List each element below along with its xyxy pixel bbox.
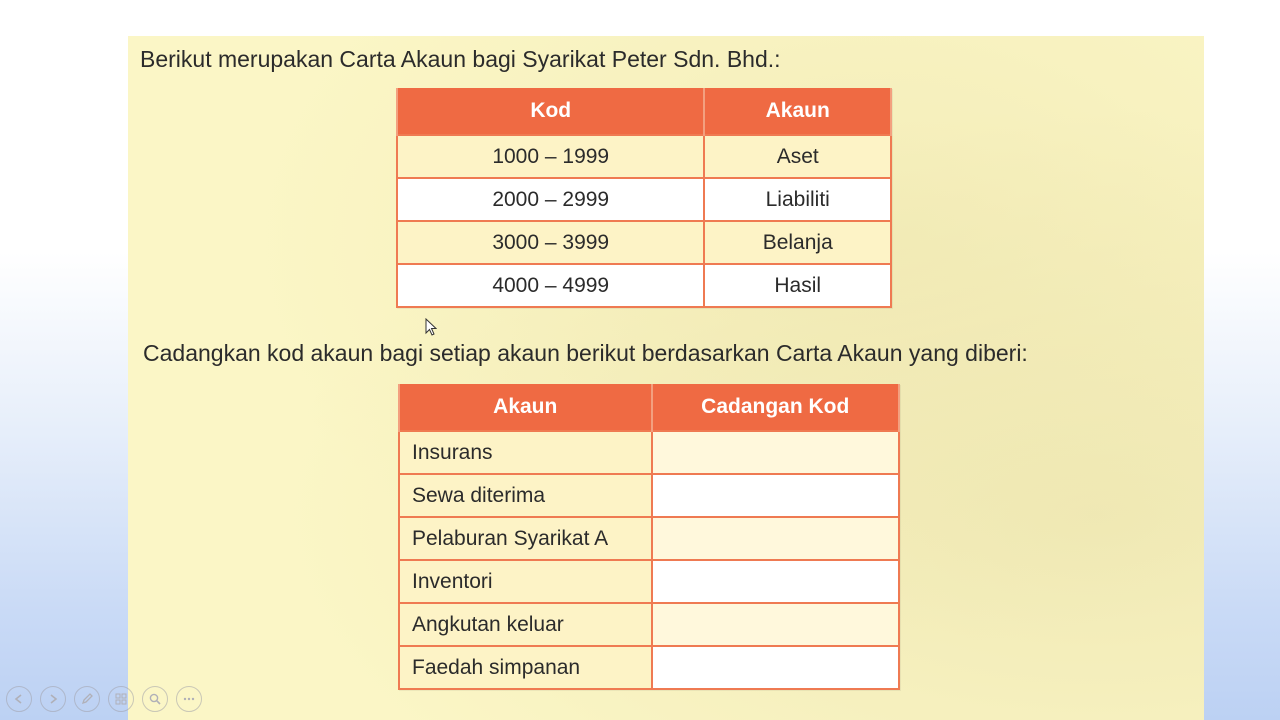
account-type-cell: Hasil: [704, 264, 891, 307]
suggested-code-cell: [652, 474, 900, 517]
account-name-cell: Sewa diterima: [399, 474, 652, 517]
suggested-code-cell: [652, 646, 900, 689]
column-header-kod: Kod: [397, 88, 704, 135]
account-name-cell: Pelaburan Syarikat A: [399, 517, 652, 560]
slide: [128, 36, 1204, 720]
table-row: [399, 431, 899, 474]
previous-icon: [12, 692, 26, 706]
table-row: [399, 517, 899, 560]
pen-icon: [80, 692, 94, 706]
column-header-akaun: Akaun: [704, 88, 891, 135]
code-range-cell: 3000 – 3999: [397, 221, 704, 264]
account-name-cell: Inventori: [399, 560, 652, 603]
suggested-code-cell: [652, 431, 900, 474]
account-type-cell: Aset: [704, 135, 891, 178]
table-row: [399, 560, 899, 603]
table-row: [397, 135, 891, 178]
table-row: [399, 474, 899, 517]
account-name-cell: Angkutan keluar: [399, 603, 652, 646]
suggested-code-cell: [652, 517, 900, 560]
suggested-code-cell: [652, 560, 900, 603]
account-name-cell: Faedah simpanan: [399, 646, 652, 689]
code-range-cell: 2000 – 2999: [397, 178, 704, 221]
code-range-cell: 4000 – 4999: [397, 264, 704, 307]
intro-text: Berikut merupakan Carta Akaun bagi Syarikat Peter Sdn. Bhd.:: [140, 46, 781, 72]
table-row: [399, 646, 899, 689]
presentation-controls: [6, 686, 202, 712]
see-all-slides-button[interactable]: [108, 686, 134, 712]
column-header-cadangan-kod: Cadangan Kod: [652, 384, 900, 431]
account-name-cell: Insurans: [399, 431, 652, 474]
table-row: [397, 221, 891, 264]
chart-of-accounts-table: [396, 88, 892, 308]
next-icon: [46, 692, 60, 706]
column-header-akaun: Akaun: [399, 384, 652, 431]
table-row: [397, 178, 891, 221]
slides-icon: [114, 692, 128, 706]
mouse-cursor-icon: [425, 318, 437, 336]
zoom-button[interactable]: [142, 686, 168, 712]
table-row: [397, 264, 891, 307]
table-header-row: [397, 88, 891, 135]
pen-button[interactable]: [74, 686, 100, 712]
account-type-cell: Belanja: [704, 221, 891, 264]
table-header-row: [399, 384, 899, 431]
question-text: Cadangkan kod akaun bagi setiap akaun berikut berdasarkan Carta Akaun yang diberi:: [143, 340, 1028, 366]
code-range-cell: 1000 – 1999: [397, 135, 704, 178]
previous-slide-button[interactable]: [6, 686, 32, 712]
next-slide-button[interactable]: [40, 686, 66, 712]
zoom-icon: [148, 692, 162, 706]
more-options-button[interactable]: [176, 686, 202, 712]
table-row: [399, 603, 899, 646]
suggested-code-table: [398, 384, 900, 690]
suggested-code-cell: [652, 603, 900, 646]
more-options-icon: [182, 692, 196, 706]
account-type-cell: Liabiliti: [704, 178, 891, 221]
